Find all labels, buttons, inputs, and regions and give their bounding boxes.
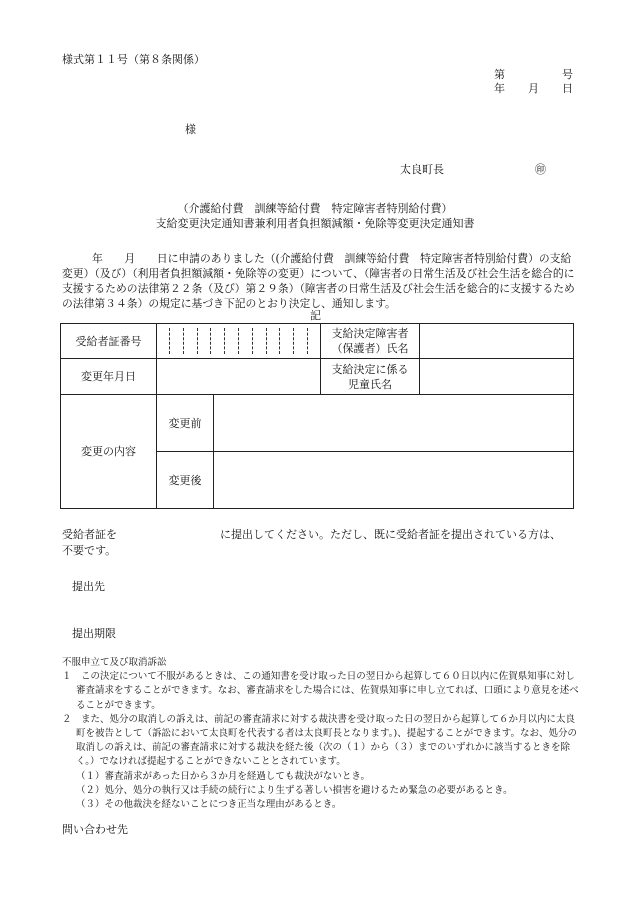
- issuer-name: 太良町長: [400, 163, 444, 176]
- form-number: 様式第１１号（第８条関係）: [62, 53, 205, 66]
- title-line-2: 支給変更決定通知書兼利用者負担額減額・免除等変更決定通知書: [155, 217, 475, 230]
- child-name-value: [420, 359, 574, 395]
- appeal-sub-1: （１）審査請求があった日から３か月を経過しても裁決がないとき。: [76, 770, 371, 782]
- title-line-1: （介護給付費 訓練等給付費 特定障害者特別給付費）: [177, 202, 453, 215]
- appeal-heading: 不服申立て及び取消訴訟: [62, 657, 167, 668]
- destination-label: 提出先: [72, 580, 105, 593]
- date-day: 日: [562, 82, 573, 95]
- doc-number-label: 第: [494, 68, 505, 81]
- recipient-number-boxes: [157, 324, 321, 359]
- body-paragraph: 年 月 日に申請のありました（(介護給付費 訓練等給付費 特定障害者特別給付費）の支給変更）（及び）（利用者負担額減額・免除等の変更）について、（障害者の日常生活及び社会生活を総合的に支援するための法律第２２条（及び）第２９条）（障害者の日常生活及び社会生活を総合的に支援するための法律第３４条）の規定に基づき下記のとおり決定し、通知します。: [62, 252, 575, 310]
- deadline-label: 提出期限: [72, 627, 116, 640]
- table-row: [61, 324, 574, 359]
- date-month: 月: [528, 82, 539, 95]
- appeal-item-1: １ この決定について不服があるときは、この通知書を受け取った日の翌日から起算して６０日以内に佐賀県知事に対し審査請求をすることができます。なお、審査請求をした場合には、佐賀県知事に申し立てれば、口頭により意見を述べることができます。: [62, 671, 579, 711]
- guardian-name-label: 支給決定障害者 （保護者）氏名: [321, 324, 420, 359]
- after-label: 変更後: [157, 452, 214, 509]
- submission-text: に提出してください。ただし、既に受給者証を提出されている方は、: [220, 528, 561, 541]
- recipient-number-label: 受給者証番号: [61, 324, 157, 359]
- submission-lead: 受給者証を: [62, 528, 117, 541]
- date-year: 年: [494, 82, 505, 95]
- after-value: [214, 452, 574, 509]
- appeal-item-2: ２ また、処分の取消しの訴えは、前記の審査請求に対する裁決書を受け取った日の翌日から起算して６か月以内に太良町を被告として（訴訟において太良町を代表する者は太良町長となります。)、提起することができます。なお、処分の取消しの訴えは、前記の審査請求に対する裁決を経た後（次の（１）から（３）までのいずれかに該当するときを除く。）でなければ提起することができないこととされています。: [62, 713, 577, 768]
- submission-line-2: 不要です。: [62, 544, 117, 557]
- guardian-name-value: [420, 324, 574, 359]
- child-name-label: 支給決定に係る 児童氏名: [321, 359, 420, 395]
- addressee-honorific: 様: [185, 123, 196, 136]
- change-date-value: [157, 359, 321, 395]
- ki-label: 記: [310, 309, 321, 322]
- appeal-notes: [62, 656, 582, 812]
- table-row: [61, 359, 574, 395]
- decision-table: [60, 323, 574, 509]
- change-content-label: 変更の内容: [61, 395, 157, 509]
- doc-number-suffix: 号: [562, 68, 573, 81]
- appeal-sub-3: （３）その他裁決を経ないことにつき正当な理由があるとき。: [76, 799, 342, 811]
- before-value: [214, 395, 574, 452]
- table-row: [61, 395, 574, 452]
- contact-label: 問い合わせ先: [62, 823, 128, 836]
- issuer-seal: ㊞: [535, 163, 546, 176]
- before-label: 変更前: [157, 395, 214, 452]
- appeal-sub-2: （２）処分、処分の執行又は手続の続行により生ずる著しい損害を避けるため緊急の必要があるとき。: [76, 784, 513, 796]
- change-date-label: 変更年月日: [61, 359, 157, 395]
